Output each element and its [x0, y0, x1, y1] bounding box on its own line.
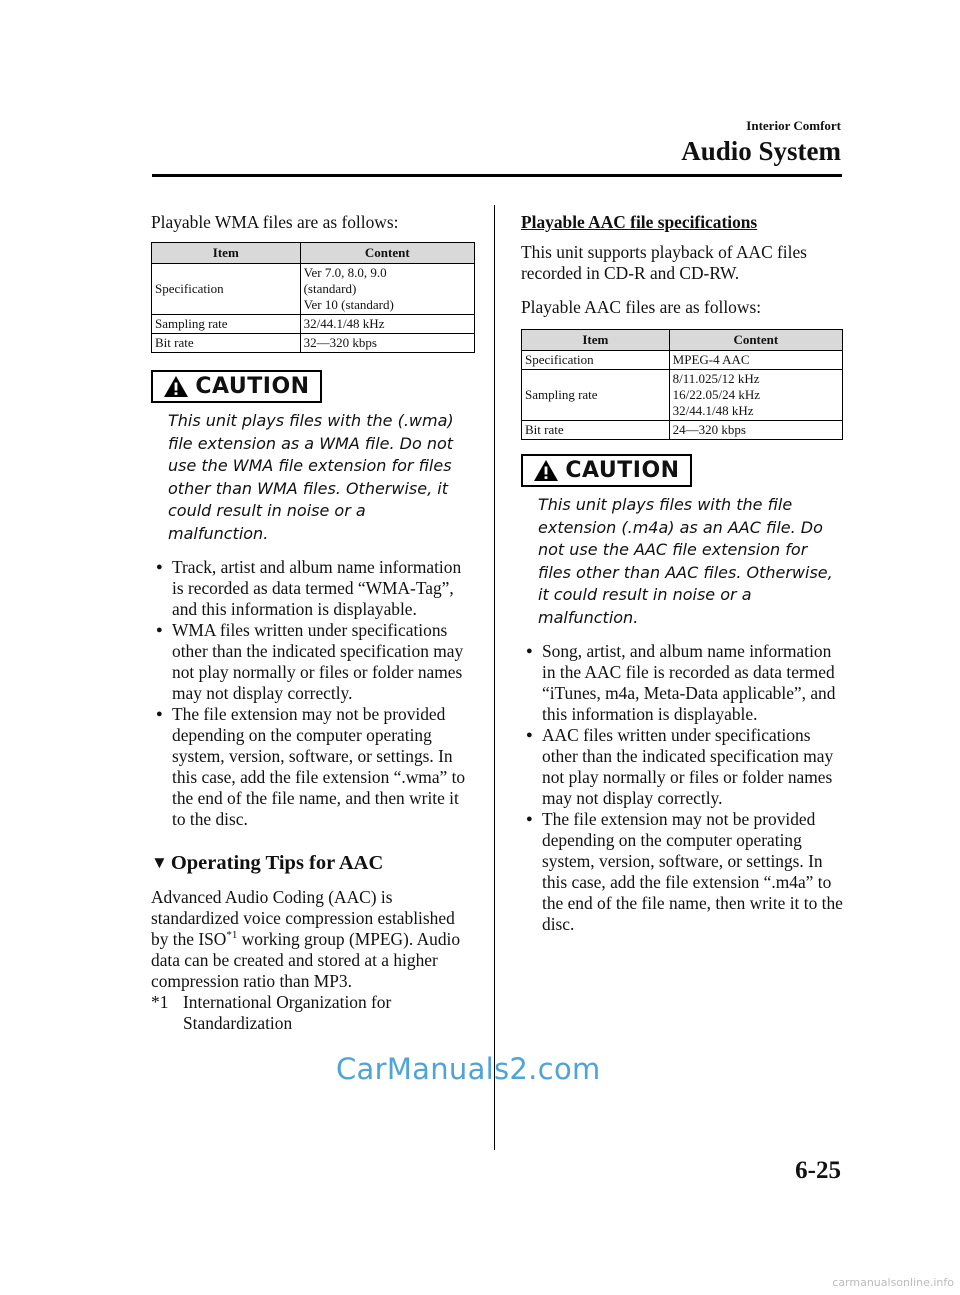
- bullet-icon: ●: [156, 624, 163, 636]
- table-header-item: Item: [152, 243, 301, 264]
- table-cell-item: Specification: [522, 351, 670, 370]
- table-cell-item: Sampling rate: [522, 370, 670, 421]
- footnote-mark: *1: [151, 992, 169, 1012]
- list-item: ● Track, artist and album name information is recorded as data termed “WMA-Tag”, and this information is displayable.: [156, 557, 462, 619]
- table-header-content: Content: [669, 330, 842, 351]
- footnote: [151, 992, 475, 1034]
- table-header-item: Item: [522, 330, 670, 351]
- watermark: CarManuals2.com: [336, 1052, 601, 1086]
- table-cell-item: Bit rate: [522, 421, 670, 440]
- wma-caution-label: [151, 370, 322, 403]
- chapter-title: Audio System: [681, 136, 841, 166]
- table-cell-content: 32―320 kbps: [300, 334, 474, 353]
- aac-spec-title: Playable AAC file specifications: [521, 212, 758, 232]
- table-row: [522, 370, 843, 421]
- left-column: [151, 212, 475, 1034]
- table-row: [522, 351, 843, 370]
- aac-bullet-list: [521, 641, 843, 935]
- wma-bullet-list: [151, 557, 475, 830]
- column-divider: [494, 205, 495, 1150]
- triangle-down-icon: ▼: [151, 853, 168, 872]
- list-item: ● The file extension may not be provided depending on the computer operating system, version, software, or settings. In this case, add the file extension “.m4a” to the end of the file name, then write it to the disc.: [526, 809, 843, 934]
- caution-title: CAUTION: [565, 458, 680, 483]
- list-item: ● The file extension may not be provided depending on the computer operating system, version, software, or settings. In this case, add the file extension “.wma” to the end of the file name, and then write it to the disc.: [156, 704, 466, 829]
- aac-support-text: This unit supports playback of AAC files recorded in CD-R and CD-RW.: [521, 242, 807, 283]
- site-logo: carmanualsonline.info: [832, 1276, 954, 1289]
- wma-intro: Playable WMA files are as follows:: [151, 212, 399, 232]
- table-header-content: Content: [300, 243, 474, 264]
- table-header-row: [522, 330, 843, 351]
- list-item: ● Song, artist, and album name information in the AAC file is recorded as data termed “iTunes, m4a, Meta-Data applicable”, and this information is displayable.: [526, 641, 836, 724]
- bullet-icon: ●: [526, 645, 533, 657]
- table-cell-content: MPEG-4 AAC: [669, 351, 842, 370]
- table-cell-content: 24―320 kbps: [669, 421, 842, 440]
- bullet-icon: ●: [526, 813, 533, 825]
- table-cell-content: 32/44.1/48 kHz: [300, 315, 474, 334]
- section-title: Interior Comfort: [746, 118, 841, 133]
- table-cell-content: Ver 7.0, 8.0, 9.0 (standard) Ver 10 (standard): [300, 264, 474, 315]
- wma-caution-text: This unit plays files with the (.wma) file extension as a WMA file. Do not use the WMA file extension for files other than WMA files. Otherwise, it could result in noise or a malfunction.: [168, 411, 454, 543]
- aac-spec-table: [521, 329, 843, 440]
- bullet-icon: ●: [156, 561, 163, 573]
- table-cell-item: Specification: [152, 264, 301, 315]
- header-rule: [152, 174, 842, 177]
- warning-icon: [533, 459, 559, 482]
- table-row: [522, 421, 843, 440]
- table-row: [152, 264, 475, 315]
- page-number: 6-25: [795, 1157, 841, 1184]
- table-row: [152, 315, 475, 334]
- footnote-text: International Organization for Standardization: [183, 992, 392, 1033]
- caution-title: CAUTION: [195, 374, 310, 399]
- bullet-icon: ●: [526, 729, 533, 741]
- warning-icon: [163, 375, 189, 398]
- table-cell-item: Sampling rate: [152, 315, 301, 334]
- table-row: [152, 334, 475, 353]
- aac-tips-paragraph: Advanced Audio Coding (AAC) is standardized voice compression established by the ISO$^{*1}$ working group (MPEG). Audio data can be created and stored at a higher compression ratio than MP3.: [151, 887, 461, 991]
- aac-caution-text: This unit plays files with the file extension (.m4a) as an AAC file. Do not use the AAC file extension for files other than AAC files. Otherwise, it could result in noise or a malfunction.: [538, 495, 833, 627]
- footnote-ref: *1: [226, 929, 238, 942]
- right-column: [521, 212, 843, 935]
- list-item: ● AAC files written under specifications other than the indicated specification may not play normally or files or folder names may not display correctly.: [526, 725, 834, 808]
- table-cell-item: Bit rate: [152, 334, 301, 353]
- list-item: ● WMA files written under specifications other than the indicated specification may not play normally or files or folder names may not display correctly.: [156, 620, 464, 703]
- aac-tips-heading: ▼ Operating Tips for AAC: [151, 852, 384, 874]
- wma-spec-table: [151, 242, 475, 353]
- aac-caution-label: [521, 454, 692, 487]
- aac-intro: Playable AAC files are as follows:: [521, 297, 762, 317]
- table-header-row: [152, 243, 475, 264]
- bullet-icon: ●: [156, 708, 163, 720]
- page-header: [681, 118, 841, 166]
- table-cell-content: 8/11.025/12 kHz 16/22.05/24 kHz 32/44.1/48 kHz: [669, 370, 842, 421]
